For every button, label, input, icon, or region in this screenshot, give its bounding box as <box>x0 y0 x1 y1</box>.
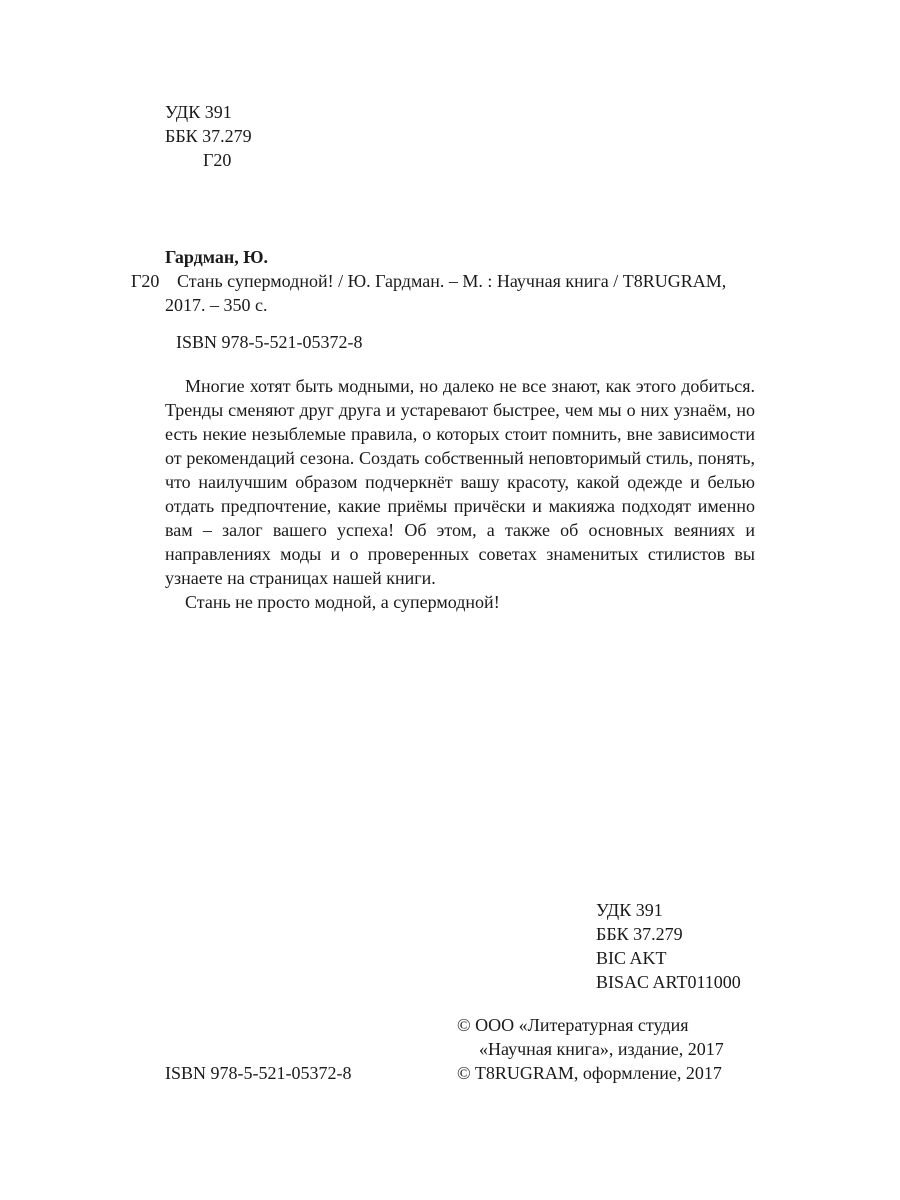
bottom-classification-codes <box>596 898 741 994</box>
annotation-paragraph-2: Стань не просто модной, а супермодной! <box>185 592 500 612</box>
isbn-record: ISBN 978-5-521-05372-8 <box>176 332 363 352</box>
copyright-line-3: © T8RUGRAM, оформление, 2017 <box>457 1063 722 1083</box>
bbk-code: ББК 37.279 <box>165 126 252 146</box>
udk-code-bottom: УДК 391 <box>596 900 663 920</box>
copyright-line-1: © ООО «Литературная студия <box>457 1015 689 1035</box>
bisac-code: BISAC ART011000 <box>596 972 741 992</box>
author-heading: Гардман, Ю. <box>165 247 269 267</box>
annotation-paragraph-1: Многие хотят быть модными, но далеко не все знают, как этого добиться. Тренды сменяют друг друга и устаревают быстрее, чем мы о них узнаём, но есть некие незыблемые правила, о которых стоит помнить, вне зависимости от рекомендаций сезона. Создать собственный неповторимый стиль, понять, что наилучшим образом подчеркнёт вашу красоту, какой одежде и белью отдать предпочтение, какие приёмы причёски и макияжа подходят именно вам – залог вашего успеха! Об этом, а также об основных веяниях и направлениях моды и о проверенных советах знаменитых стилистов вы узнаете на страницах нашей книги. <box>165 376 755 588</box>
bibliographic-record <box>165 269 755 317</box>
cutter-mark: Г20 <box>131 271 160 291</box>
biblio-line-2: 2017. – 350 с. <box>165 295 268 315</box>
biblio-line-1: Стань супермодной! / Ю. Гардман. – М. : Научная книга / T8RUGRAM, <box>177 271 727 291</box>
isbn-bottom: ISBN 978-5-521-05372-8 <box>165 1063 352 1083</box>
top-classification-codes <box>165 100 252 172</box>
copyright-line-2: «Научная книга», издание, 2017 <box>479 1039 724 1059</box>
bbk-code-bottom: ББК 37.279 <box>596 924 683 944</box>
annotation <box>165 374 755 614</box>
cutter-code: Г20 <box>203 150 232 170</box>
bic-code: BIC AKT <box>596 948 667 968</box>
udk-code: УДК 391 <box>165 102 232 122</box>
copyright-block <box>457 1013 724 1085</box>
